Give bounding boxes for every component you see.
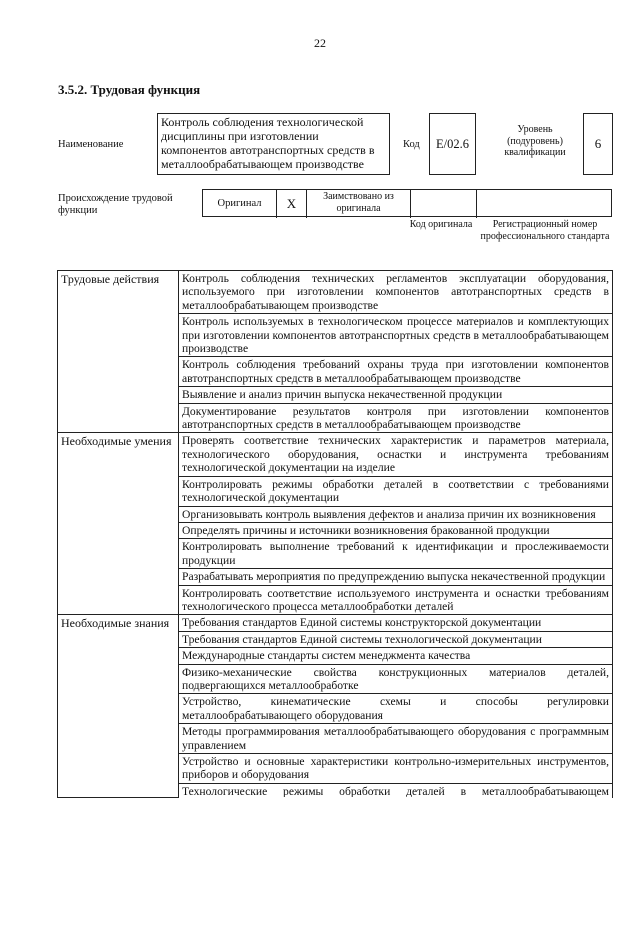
function-name: Контроль соблюдения технологической дисциплины при изготовлении компонентов автотранспортных средств в металлообрабатывающем производстве: [161, 115, 375, 171]
table-cell: Физико-механические свойства конструкционных материалов деталей, подвергающихся металлообработке: [179, 664, 613, 694]
table-cell: Контролировать соответствие используемого инструмента и оснастки требованиям технологического процесса металлообработки деталей: [179, 585, 613, 615]
table-cell: [179, 783, 613, 798]
origin-borrowed: Заимствовано из оригинала: [323, 191, 394, 214]
table-cell: Методы программирования металлообрабатывающего оборудования с программным управлением: [179, 724, 613, 754]
table-row: [58, 433, 613, 476]
table-cell: Контроль соблюдения требований охраны труда при изготовлении компонентов автотранспортных средств в металлообрабатывающем производстве: [179, 357, 613, 387]
table-cell: Организовывать контроль выявления дефектов и анализа причин их возникновения: [179, 506, 613, 522]
table-cell-text: Технологические режимы обработки деталей в металлообрабатывающем: [182, 784, 609, 797]
section-title: 3.5.2. Трудовая функция: [58, 82, 201, 97]
code-label: Код: [403, 139, 420, 150]
table-cell: Выявление и анализ причин выпуска некачественной продукции: [179, 387, 613, 403]
section-heading: Трудовые действия: [58, 271, 179, 433]
table-cell: Контролировать выполнение требований к идентификации и прослеживаемости продукции: [179, 539, 613, 569]
table-cell: Требования стандартов Единой системы технологической документации: [179, 631, 613, 647]
table-cell: Международные стандарты систем менеджмента качества: [179, 648, 613, 664]
reg-number-caption: Регистрационный номер профессионального стандарта: [480, 219, 610, 242]
code-original-caption: Код оригинала: [409, 219, 473, 230]
level-box: [583, 113, 613, 175]
origin-label: Происхождение трудовой функции: [58, 193, 173, 217]
origin-mark-cell: [277, 190, 307, 218]
level-label: Уровень (подуровень) квалификации: [504, 124, 566, 158]
origin-reg-cell: [477, 190, 613, 218]
origin-mark: X: [286, 196, 297, 211]
table-cell: Документирование результатов контроля при изготовлении компонентов автотранспортных средств в металлообрабатывающем производстве: [179, 403, 613, 433]
section-heading: Необходимые умения: [58, 433, 179, 615]
name-label: Наименование: [58, 139, 124, 150]
table-cell: Контроль соблюдения технических регламентов эксплуатации оборудования, используемого при изготовлении компонентов автотранспортных средств в металлообрабатывающем производстве: [179, 271, 613, 314]
page-number: 22: [314, 36, 326, 50]
origin-original-cell: [203, 190, 277, 218]
origin-original: Оригинал: [217, 197, 262, 209]
table-cell: Проверять соответствие технических характеристик и параметров материала, технологического оборудования, оснастки и инструмента требованиям технологической документации на изделие: [179, 433, 613, 476]
table-cell: Требования стандартов Единой системы конструкторской документации: [179, 615, 613, 631]
origin-borrowed-cell: [307, 190, 411, 218]
labor-function-table: [57, 270, 613, 798]
table-cell: Контролировать режимы обработки деталей в соответствии с требованиями технологической документации: [179, 476, 613, 506]
table-cell: Устройство, кинематические схемы и способы регулировки металлообрабатывающего оборудования: [179, 694, 613, 724]
table-cell: Разрабатывать мероприятия по предупреждению выпуска некачественной продукции: [179, 569, 613, 585]
table-row: [58, 271, 613, 314]
origin-row: [202, 189, 612, 217]
table-row: [58, 615, 613, 631]
section-heading: Необходимые знания: [58, 615, 179, 798]
table-cell: Устройство и основные характеристики контрольно-измерительных инструментов, приборов и оборудования: [179, 754, 613, 784]
code-box: [429, 113, 476, 175]
table-cell: Контроль используемых в технологическом процессе материалов и комплектующих при изготовлении компонентов автотранспортных средств в металлообрабатывающем производстве: [179, 314, 613, 357]
origin-code-cell: [411, 190, 477, 218]
table-cell: Определять причины и источники возникновения бракованной продукции: [179, 522, 613, 538]
level-value: 6: [594, 136, 602, 151]
code-value: E/02.6: [436, 136, 469, 151]
function-name-box: [157, 113, 390, 175]
